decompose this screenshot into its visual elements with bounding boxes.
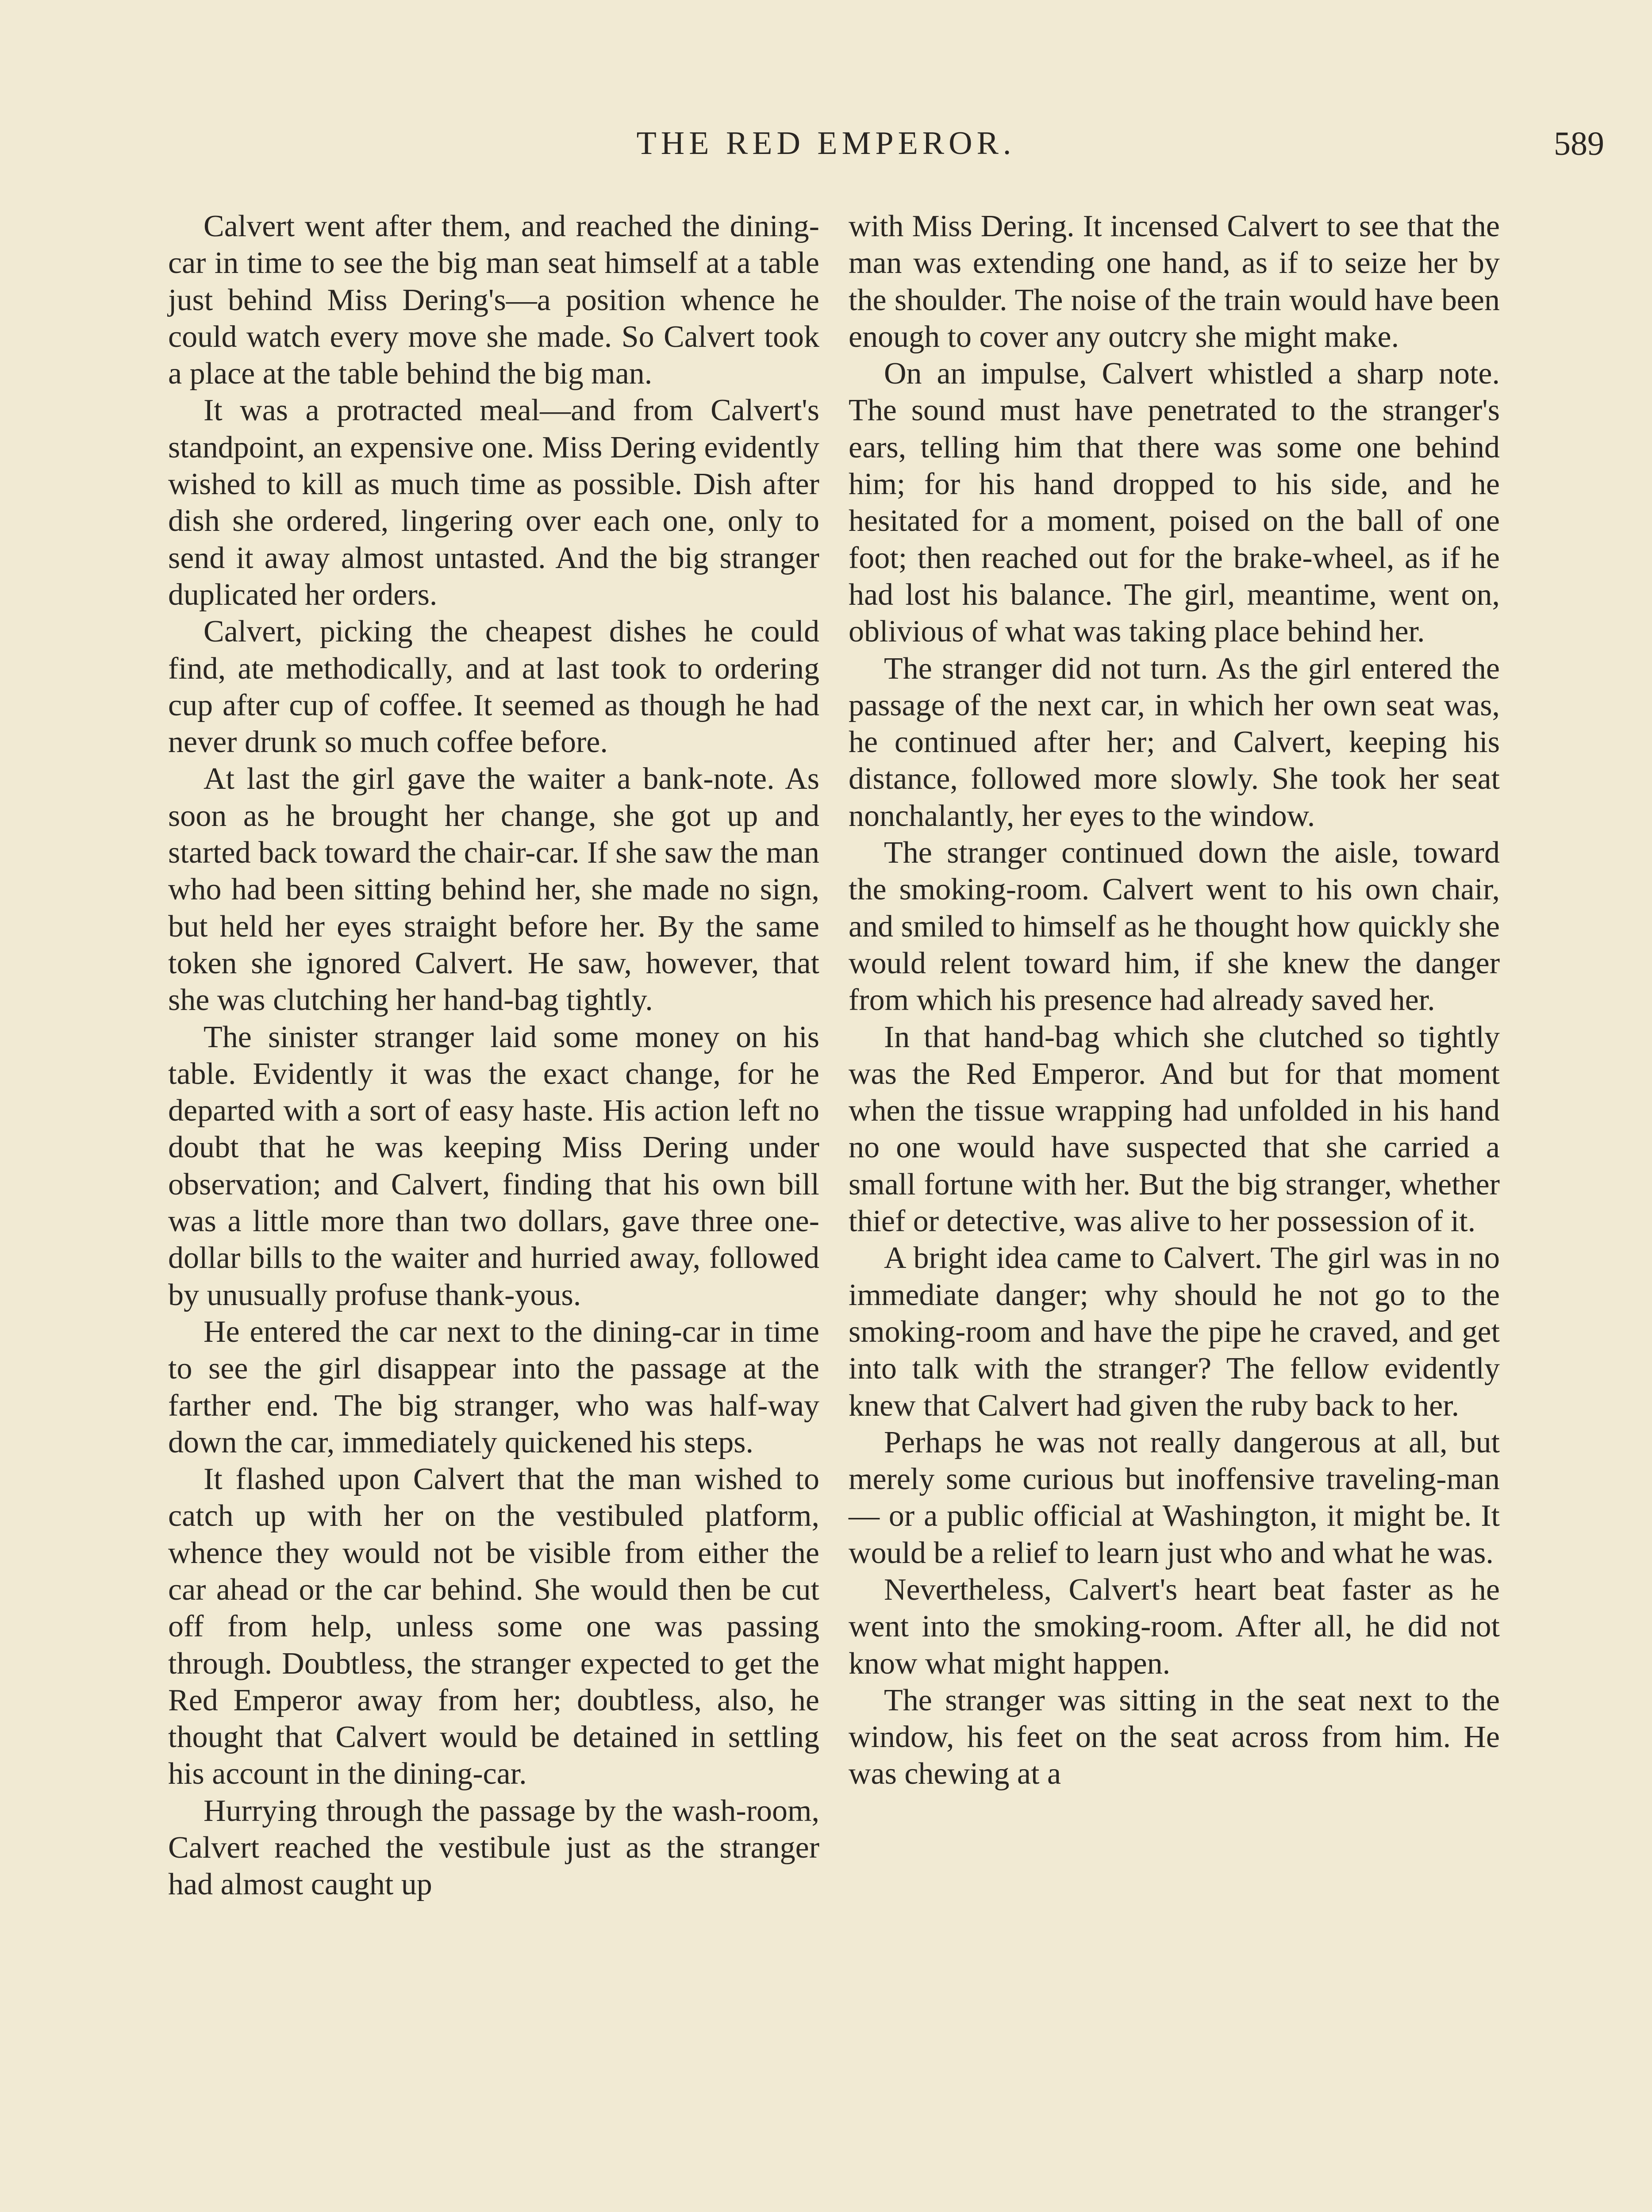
paragraph: The sinister stranger laid some money on his table. Evidently it was the exact change, for he departed with a sort of easy haste. His action left no doubt that he was keeping Miss Dering under observation; and Calvert, finding that his own bill was a little more than two dollars, gave three one-dollar bills to the waiter and hurried away, followed by unusually profuse thank-yous. (168, 1020, 819, 1312)
page-number: 589 (1554, 125, 1604, 162)
paragraph: It was a protracted meal—and from Calvert's standpoint, an expensive one. Miss Dering evidently wished to kill as much time as possible. Dish after dish she ordered, lingering over each one, only to send it away almost untasted. And the big stranger duplicated her orders. (168, 393, 819, 612)
paragraph: A bright idea came to Calvert. The girl was in no immediate danger; why should he not go to the smoking-room and have the pipe he craved, and get into talk with the stranger? The fellow evidently knew that Calvert had given the ruby back to her. (849, 1241, 1500, 1423)
paragraph: Calvert went after them, and reached the dining-car in time to see the big man seat himself at a table just behind Miss Dering's—a position whence he could watch every move she made. So Calvert took a place at the table behind the big man. (168, 209, 819, 391)
paragraph: The stranger was sitting in the seat next to the window, his feet on the seat across from him. He was chewing at a (849, 1683, 1500, 1791)
paragraph: Calvert, picking the cheapest dishes he could find, ate methodically, and at last took to ordering cup after cup of coffee. It seemed as though he had never drunk so much coffee before. (168, 614, 819, 760)
paragraph: Nevertheless, Calvert's heart beat faster as he went into the smoking-room. After all, he did not know what might happen. (849, 1572, 1500, 1681)
paragraph: Hurrying through the passage by the wash-room, Calvert reached the vestibule just as the stranger had almost caught up (168, 1793, 819, 1902)
paragraph: He entered the car next to the dining-car in time to see the girl disappear into the passage at the farther end. The big stranger, who was half-way down the car, immediately quickened his steps. (168, 1314, 819, 1459)
paragraph: The stranger continued down the aisle, toward the smoking-room. Calvert went to his own chair, and smiled to himself as he thought how quickly she would relent toward him, if she knew the danger from which his presence had already saved her. (849, 836, 1500, 1018)
paragraph-continuation: with Miss Dering. It incensed Calvert to see that the man was extending one hand, as if to seize her by the shoulder. The noise of the train would have been enough to cover any outcry she might make. (849, 209, 1500, 354)
paragraph: At last the girl gave the waiter a bank-note. As soon as he brought her change, she got up and started back toward the chair-car. If she saw the man who had been sitting behind her, she made no sign, but held her eyes straight before her. By the same token she ignored Calvert. He saw, however, that she was clutching her hand-bag tightly. (168, 762, 819, 1018)
right-column (849, 208, 1500, 1793)
paragraph: It flashed upon Calvert that the man wished to catch up with her on the vestibuled platform, whence they would not be visible from either the car ahead or the car behind. She would then be cut off from help, unless some one was passing through. Doubtless, the stranger expected to get the Red Emperor away from her; doubtless, also, he thought that Calvert would be detained in settling his account in the dining-car. (168, 1462, 819, 1791)
left-column (168, 208, 819, 1903)
paragraph: Perhaps he was not really dangerous at all, but merely some curious but inoffensive traveling-man — or a public official at Washington, it might be. It would be a relief to learn just who and what he was. (849, 1425, 1500, 1570)
paragraph: On an impulse, Calvert whistled a sharp note. The sound must have penetrated to the stranger's ears, telling him that there was some one behind him; for his hand dropped to his side, and he hesitated for a moment, poised on the ball of one foot; then reached out for the brake-wheel, as if he had lost his balance. The girl, meantime, went on, oblivious of what was taking place behind her. (849, 357, 1500, 649)
running-title: THE RED EMPEROR. (636, 125, 1016, 161)
paragraph: The stranger did not turn. As the girl entered the passage of the next car, in which her own seat was, he continued after her; and Calvert, keeping his distance, followed more slowly. She took her seat nonchalantly, her eyes to the window. (849, 651, 1500, 833)
paragraph: In that hand-bag which she clutched so tightly was the Red Emperor. And but for that moment when the tissue wrapping had unfolded in his hand no one would have suspected that she carried a small fortune with her. But the big stranger, whether thief or detective, was alive to her possession of it. (849, 1020, 1500, 1239)
